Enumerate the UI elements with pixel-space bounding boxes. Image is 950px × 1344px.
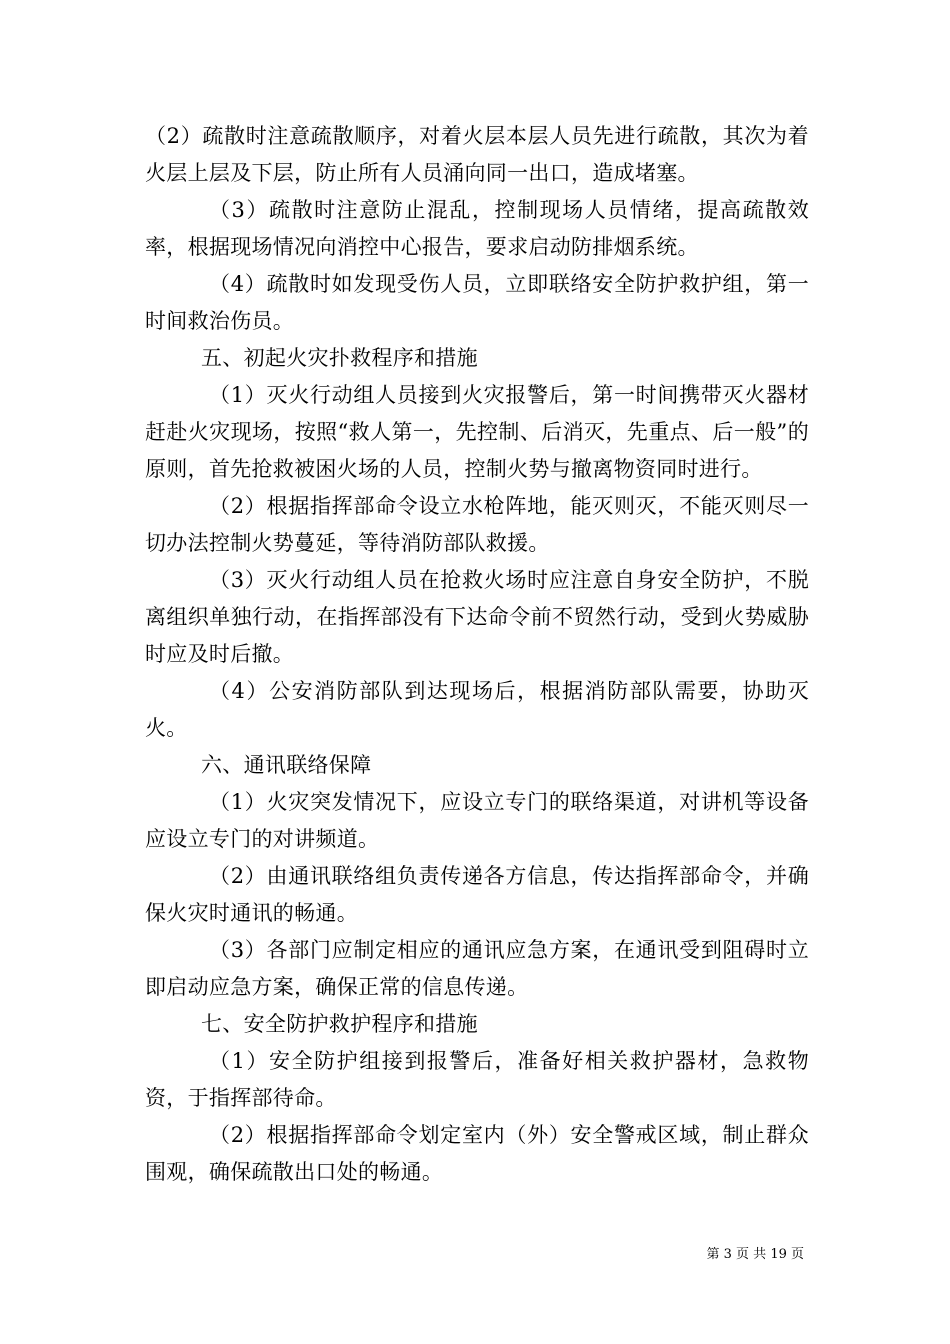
paragraph-communication-plan: （3）各部门应制定相应的通讯应急方案，在通讯受到阻碍时立即启动应急方案，确保正常的信息传递。 <box>145 938 809 999</box>
paragraph-security-zone: （2）根据指挥部命令划定室内（外）安全警戒区域，制止群众围观，确保疏散出口处的畅通。 <box>145 1123 809 1184</box>
paragraph-rescue-group: （1）安全防护组接到报警后，准备好相关救护器材，急救物资，于指挥部待命。 <box>145 1049 809 1110</box>
paragraph-communication-channel: （1）火灾突发情况下，应设立专门的联络渠道，对讲机等设备应设立专门的对讲频道。 <box>145 790 809 851</box>
section-heading-safety-rescue: 七、安全防护救护程序和措施 <box>201 1012 478 1036</box>
section-heading-fire-fighting: 五、初起火灾扑救程序和措施 <box>201 346 478 370</box>
paragraph-communication-group: （2）由通讯联络组负责传递各方信息，传达指挥部命令，并确保火灾时通讯的畅通。 <box>145 864 809 925</box>
paragraph-fire-action-group: （1）灭火行动组人员接到火灾报警后，第一时间携带灭火器材赶赴火灾现场，按照“救人第一，先控制、后消灭，先重点、后一般”的原则，首先抢救被困火场的人员，控制火势与撤离物资同时进行。 <box>145 383 809 481</box>
paragraph-assist-fire-brigade: （4）公安消防部队到达现场后，根据消防部队需要，协助灭火。 <box>145 679 809 740</box>
paragraph-evacuation-injured: （4）疏散时如发现受伤人员，立即联络安全防护救护组，第一时间救治伤员。 <box>145 272 809 333</box>
section-heading-communication: 六、通讯联络保障 <box>201 753 372 777</box>
paragraph-evacuation-order: （2）疏散时注意疏散顺序，对着火层本层人员先进行疏散，其次为着火层上层及下层，防止所有人员涌向同一出口，造成堵塞。 <box>145 124 809 185</box>
paragraph-water-gun-position: （2）根据指挥部命令设立水枪阵地，能灭则灭，不能灭则尽一切办法控制火势蔓延，等待消防部队救援。 <box>145 494 809 555</box>
document-body <box>145 118 809 1191</box>
paragraph-evacuation-chaos: （3）疏散时注意防止混乱，控制现场人员情绪，提高疏散效率，根据现场情况向消控中心报告，要求启动防排烟系统。 <box>145 198 809 259</box>
page-number-footer: 第 3 页 共 19 页 <box>706 1247 804 1262</box>
paragraph-self-protection: （3）灭火行动组人员在抢救火场时应注意自身安全防护，不脱离组织单独行动，在指挥部没有下达命令前不贸然行动，受到火势威胁时应及时后撤。 <box>145 568 809 666</box>
